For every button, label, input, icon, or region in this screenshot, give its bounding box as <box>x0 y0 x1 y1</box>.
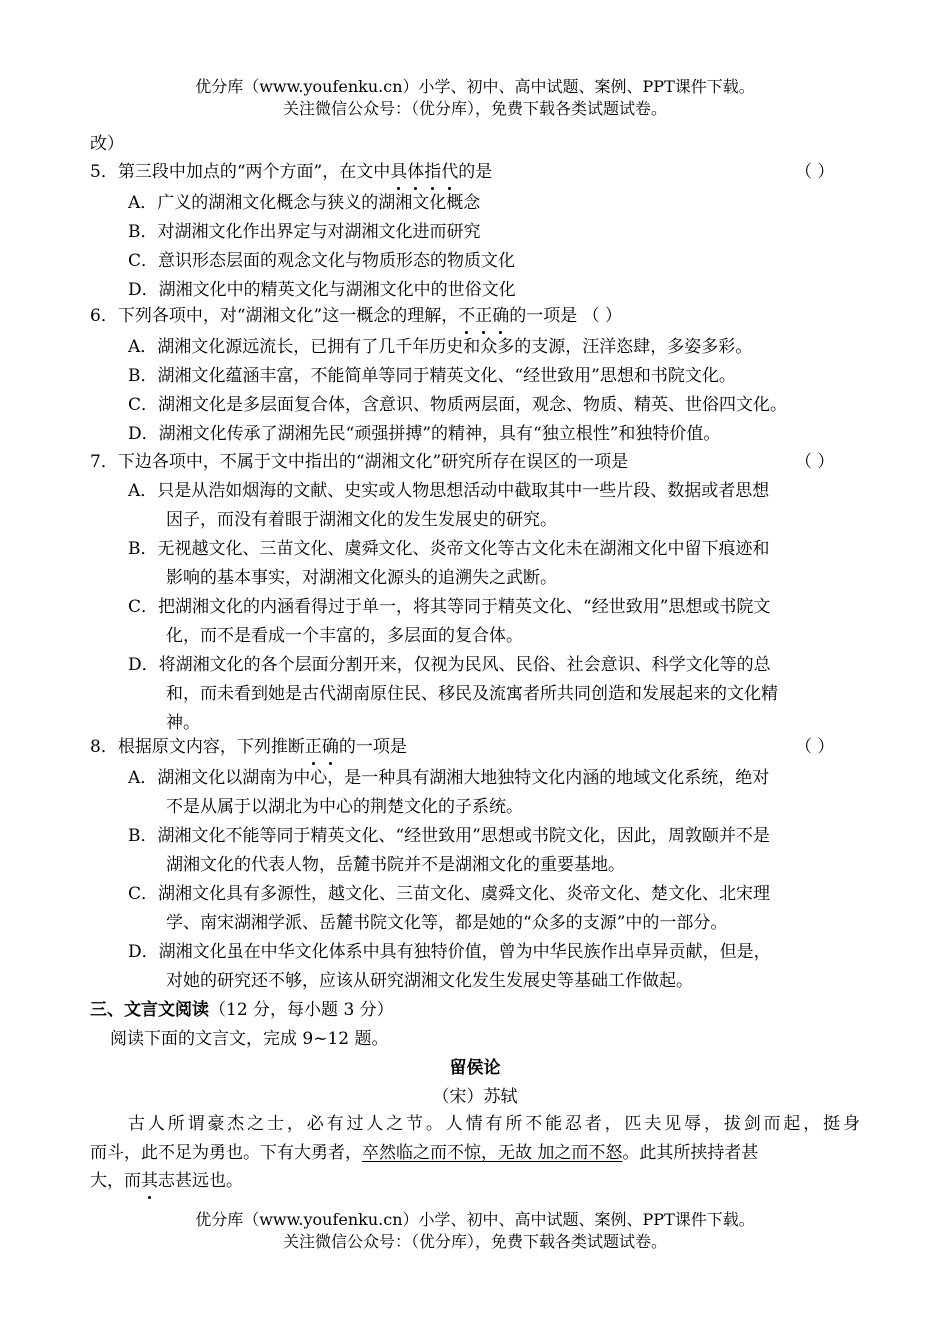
q7-option-c: C．把湖湘文化的内涵看得过于单一，将其等同于精英文化、“经世致用”思想或书院文 <box>128 597 771 617</box>
passage-author: （宋）苏轼 <box>432 1087 518 1107</box>
q8-option-a: A．湖湘文化以湖南为中心，是一种具有湖湘大地独特文化内涵的地域文化系统，绝对 <box>128 768 770 788</box>
q5-option-a: A．广义的湖湘文化概念与狭义的湖湘文化概念 <box>128 193 481 213</box>
q6-option-d: D．湖湘文化传承了湖湘先民“顽强拼搏”的精神，具有“独立根性”和独特价值。 <box>128 424 721 444</box>
dotted-char: 具 <box>390 162 408 182</box>
q7-option-b: B．无视越文化、三苗文化、虞舜文化、炎帝文化等古文化未在湖湘文化中留下痕迹和 <box>128 539 770 559</box>
q8-answer-paren: （ ） <box>795 737 835 757</box>
prev-question-tail: 改） <box>90 134 124 154</box>
passage-line-1: 古人所谓豪杰之士，必有过人之节。人情有所不能忍者，匹夫见辱，拔剑而起，挺身 <box>128 1114 860 1134</box>
q7-option-a: A．只是从浩如烟海的文献、史实或人物思想活动中截取其中一些片段、数据或者思想 <box>128 481 770 501</box>
q7-option-d-cont-2: 神。 <box>166 713 200 733</box>
q8-option-b-cont: 湖湘文化的代表人物，岳麓书院并不是湖湘文化的重要基地。 <box>166 855 625 875</box>
header-line-2: 关注微信公众号：（优分库），免费下载各类试题试卷。 <box>282 99 667 118</box>
q8-option-b: B．湖湘文化不能等同于精英文化、“经世致用”思想或书院文化，因此，周敦颐并不是 <box>128 826 770 846</box>
q6-option-c: C．湖湘文化是多层面复合体，含意识、物质两层面，观念、物质、精英、世俗四文化。 <box>128 395 788 415</box>
dotted-char: 指 <box>424 162 442 182</box>
q7-option-c-cont: 化，而不是看成一个丰富的，多层面的复合体。 <box>166 626 523 646</box>
q5-answer-paren: （ ） <box>795 162 835 182</box>
q8-stem: 8．根据原文内容，下列推断正确的一项是 <box>90 737 407 757</box>
dotted-char: 确 <box>492 306 510 326</box>
dotted-char: 体 <box>407 162 425 182</box>
passage-title: 留侯论 <box>449 1058 501 1078</box>
q5-option-b: B．对湖湘文化作出界定与对湖湘文化进而研究 <box>128 222 481 242</box>
q8-option-a-cont: 不是从属于以湖北为中心的荆楚文化的子系统。 <box>166 797 523 817</box>
q6-option-a: A．湖湘文化源远流长，已拥有了几千年历史和众多的支源，汪洋恣肆，多姿多彩。 <box>128 337 753 357</box>
q7-option-b-cont: 影响的基本事实，对湖湘文化源头的追溯失之武断。 <box>166 568 557 588</box>
q7-answer-paren: （ ） <box>795 452 835 472</box>
dotted-char: 不 <box>458 306 476 326</box>
dotted-char: 确 <box>321 737 339 757</box>
q8-option-c: C．湖湘文化具有多源性，越文化、三苗文化、虞舜文化、炎帝文化、楚文化、北宋理 <box>128 884 771 904</box>
q7-option-a-cont: 因子，而没有着眼于湖湘文化的发生发展史的研究。 <box>166 510 557 530</box>
q5-option-d: D．湖湘文化中的精英文化与湖湘文化中的世俗文化 <box>128 280 516 300</box>
passage-line-3: 大，而其志甚远也。 <box>90 1171 243 1191</box>
footer-line-2: 关注微信公众号：（优分库），免费下载各类试题试卷。 <box>282 1232 667 1251</box>
dotted-char: 正 <box>475 306 493 326</box>
q5-option-c: C．意识形态层面的观念文化与物质形态的物质文化 <box>128 251 516 271</box>
section-3-instruction: 阅读下面的文言文，完成 9~12 题。 <box>110 1029 389 1049</box>
section-3-heading: 三、文言文阅读（12 分，每小题 3 分） <box>90 1000 394 1020</box>
q6-stem: 6．下列各项中，对“湖湘文化”这一概念的理解，不正确的一项是 （ ） <box>90 306 623 326</box>
q8-option-c-cont: 学、南宋湖湘学派、岳麓书院文化等，都是她的“众多的支源”中的一部分。 <box>166 913 728 933</box>
q8-option-d: D．湖湘文化虽在中华文化体系中具有独特价值，曾为中华民族作出卓异贡献，但是， <box>128 942 771 962</box>
q8-option-d-cont: 对她的研究还不够，应该从研究湖湘文化发生发展史等基础工作做起。 <box>166 971 693 991</box>
dotted-char: 正 <box>304 737 322 757</box>
q7-option-d-cont: 和，而未看到她是古代湖南原住民、移民及流寓者所共同创造和发展起来的文化精 <box>166 684 778 704</box>
dotted-char: 代 <box>441 162 459 182</box>
underlined-sentence: 卒然临之而不惊，无故 加之而不怒 <box>362 1143 623 1163</box>
q5-stem: 5．第三段中加点的“两个方面”，在文中具体指代的是 <box>90 162 493 182</box>
q7-option-d: D．将湖湘文化的各个层面分割开来，仅视为民风、民俗、社会意识、科学文化等的总 <box>128 655 771 675</box>
passage-line-2: 而斗，此不足为勇也。下有大勇者，卒然临之而不惊，无故 加之而不怒。此其所挟持者甚 <box>90 1143 759 1163</box>
q7-stem: 7．下边各项中，不属于文中指出的“湖湘文化”研究所存在误区的一项是 <box>90 452 629 472</box>
q6-option-b: B．湖湘文化蕴涵丰富，不能简单等同于精英文化、“经世致用”思想和书院文化。 <box>128 366 736 386</box>
footer-line-1: 优分库（www.youfenku.cn）小学、初中、高中试题、案例、PPT课件下载。 <box>195 1210 755 1229</box>
header-line-1: 优分库（www.youfenku.cn）小学、初中、高中试题、案例、PPT课件下载。 <box>195 77 755 96</box>
dotted-char: 其 <box>141 1171 158 1191</box>
